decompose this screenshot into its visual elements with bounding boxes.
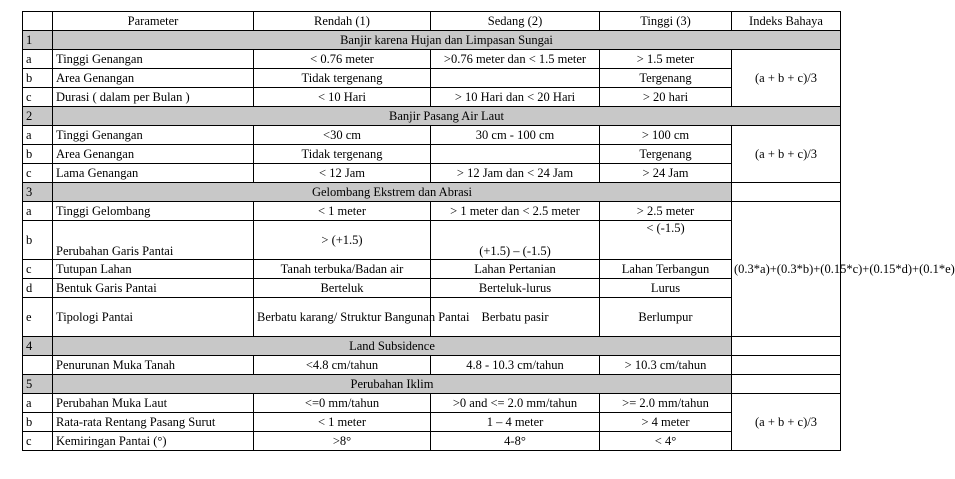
row-low: >8°: [254, 432, 431, 451]
section-title: Land Subsidence: [53, 337, 732, 356]
row-high: >= 2.0 mm/tahun: [600, 394, 732, 413]
row-code: d: [23, 279, 53, 298]
row-code: [23, 356, 53, 375]
row-low: <4.8 cm/tahun: [254, 356, 431, 375]
row-low: < 0.76 meter: [254, 50, 431, 69]
row-parameter: Rata-rata Rentang Pasang Surut: [53, 413, 254, 432]
hazard-index-formula: [732, 356, 841, 375]
row-medium: 1 – 4 meter: [431, 413, 600, 432]
row-medium: 30 cm - 100 cm: [431, 126, 600, 145]
row-low: Berbatu karang/ Struktur Bangunan Pantai: [254, 298, 431, 337]
row-code: a: [23, 394, 53, 413]
hazard-index-formula: (a + b + c)/3: [732, 50, 841, 107]
table-row: [23, 298, 841, 337]
table-row: [23, 413, 841, 432]
row-high: > 24 Jam: [600, 164, 732, 183]
row-high: Tergenang: [600, 145, 732, 164]
table-row: [23, 356, 841, 375]
row-high: < (-1.5): [600, 221, 732, 260]
row-high: > 100 cm: [600, 126, 732, 145]
section-code: 1: [23, 31, 53, 50]
row-high: > 1.5 meter: [600, 50, 732, 69]
hazard-index-table: [22, 11, 955, 451]
row-medium: Berteluk-lurus: [431, 279, 600, 298]
section-index-blank: [732, 337, 841, 356]
header-row: [23, 12, 841, 31]
row-high: Tergenang: [600, 69, 732, 88]
section-row: [23, 337, 841, 356]
row-parameter: Area Genangan: [53, 145, 254, 164]
row-code: c: [23, 432, 53, 451]
table-row: [23, 126, 841, 145]
row-parameter: Durasi ( dalam per Bulan ): [53, 88, 254, 107]
row-parameter: Tinggi Genangan: [53, 126, 254, 145]
row-high: > 4 meter: [600, 413, 732, 432]
row-low: Tidak tergenang: [254, 69, 431, 88]
row-medium: (+1.5) – (-1.5): [431, 221, 600, 260]
section-index-blank: [732, 375, 841, 394]
row-low: < 10 Hari: [254, 88, 431, 107]
header-high: Tinggi (3): [600, 12, 732, 31]
row-high: < 4°: [600, 432, 732, 451]
row-medium: Berbatu pasir: [431, 298, 600, 337]
row-parameter: Perubahan Garis Pantai: [53, 221, 254, 260]
row-parameter: Perubahan Muka Laut: [53, 394, 254, 413]
row-parameter: Kemiringan Pantai (°): [53, 432, 254, 451]
header-medium: Sedang (2): [431, 12, 600, 31]
row-low: Berteluk: [254, 279, 431, 298]
table-row: [23, 88, 841, 107]
row-parameter: Lama Genangan: [53, 164, 254, 183]
row-parameter: Bentuk Garis Pantai: [53, 279, 254, 298]
section-code: 3: [23, 183, 53, 202]
row-low: Tanah terbuka/Badan air: [254, 260, 431, 279]
row-code: a: [23, 126, 53, 145]
row-code: a: [23, 202, 53, 221]
hazard-index-formula: (a + b + c)/3: [732, 126, 841, 183]
row-code: b: [23, 413, 53, 432]
section-row: [23, 31, 841, 50]
row-medium: > 1 meter dan < 2.5 meter: [431, 202, 600, 221]
table-row: [23, 202, 841, 221]
table-row: [23, 221, 841, 260]
row-code: b: [23, 69, 53, 88]
row-medium: >0 and <= 2.0 mm/tahun: [431, 394, 600, 413]
row-medium: > 10 Hari dan < 20 Hari: [431, 88, 600, 107]
section-row: [23, 375, 841, 394]
table-row: [23, 69, 841, 88]
section-title: Perubahan Iklim: [53, 375, 732, 394]
row-code: a: [23, 50, 53, 69]
section-row: [23, 183, 841, 202]
header-parameter: Parameter: [53, 12, 254, 31]
row-low: > (+1.5): [254, 221, 431, 260]
row-parameter: Tutupan Lahan: [53, 260, 254, 279]
hazard-index-formula: (0.3*a)+(0.3*b)+(0.15*c)+(0.15*d)+(0.1*e): [732, 202, 841, 337]
section-title: Banjir karena Hujan dan Limpasan Sungai: [53, 31, 841, 50]
row-parameter: Tinggi Genangan: [53, 50, 254, 69]
row-medium: >0.76 meter dan < 1.5 meter: [431, 50, 600, 69]
row-medium: [431, 145, 600, 164]
section-title: Banjir Pasang Air Laut: [53, 107, 841, 126]
table-row: [23, 279, 841, 298]
row-code: e: [23, 298, 53, 337]
row-high: > 10.3 cm/tahun: [600, 356, 732, 375]
table-row: [23, 145, 841, 164]
row-code: c: [23, 164, 53, 183]
row-medium: 4-8°: [431, 432, 600, 451]
row-code: b: [23, 221, 53, 260]
section-row: [23, 107, 841, 126]
row-high: Lurus: [600, 279, 732, 298]
row-code: c: [23, 88, 53, 107]
row-high: > 2.5 meter: [600, 202, 732, 221]
hazard-index-formula: (a + b + c)/3: [732, 394, 841, 451]
section-code: 4: [23, 337, 53, 356]
section-code: 2: [23, 107, 53, 126]
row-low: <=0 mm/tahun: [254, 394, 431, 413]
row-high: Berlumpur: [600, 298, 732, 337]
row-medium: Lahan Pertanian: [431, 260, 600, 279]
row-parameter: Tinggi Gelombang: [53, 202, 254, 221]
header-code: [23, 12, 53, 31]
table-row: [23, 50, 841, 69]
row-low: < 12 Jam: [254, 164, 431, 183]
row-medium: [431, 69, 600, 88]
row-low: < 1 meter: [254, 202, 431, 221]
section-index-blank: [732, 183, 841, 202]
row-parameter: Penurunan Muka Tanah: [53, 356, 254, 375]
row-medium: > 12 Jam dan < 24 Jam: [431, 164, 600, 183]
table-row: [23, 164, 841, 183]
row-code: c: [23, 260, 53, 279]
table-row: [23, 432, 841, 451]
table-row: [23, 394, 841, 413]
row-code: b: [23, 145, 53, 164]
row-low: <30 cm: [254, 126, 431, 145]
row-low: Tidak tergenang: [254, 145, 431, 164]
table-row: [23, 260, 841, 279]
section-code: 5: [23, 375, 53, 394]
row-parameter: Tipologi Pantai: [53, 298, 254, 337]
header-low: Rendah (1): [254, 12, 431, 31]
row-low: < 1 meter: [254, 413, 431, 432]
section-title: Gelombang Ekstrem dan Abrasi: [53, 183, 732, 202]
row-high: > 20 hari: [600, 88, 732, 107]
row-parameter: Area Genangan: [53, 69, 254, 88]
row-high: Lahan Terbangun: [600, 260, 732, 279]
header-index: Indeks Bahaya: [732, 12, 841, 31]
row-medium: 4.8 - 10.3 cm/tahun: [431, 356, 600, 375]
